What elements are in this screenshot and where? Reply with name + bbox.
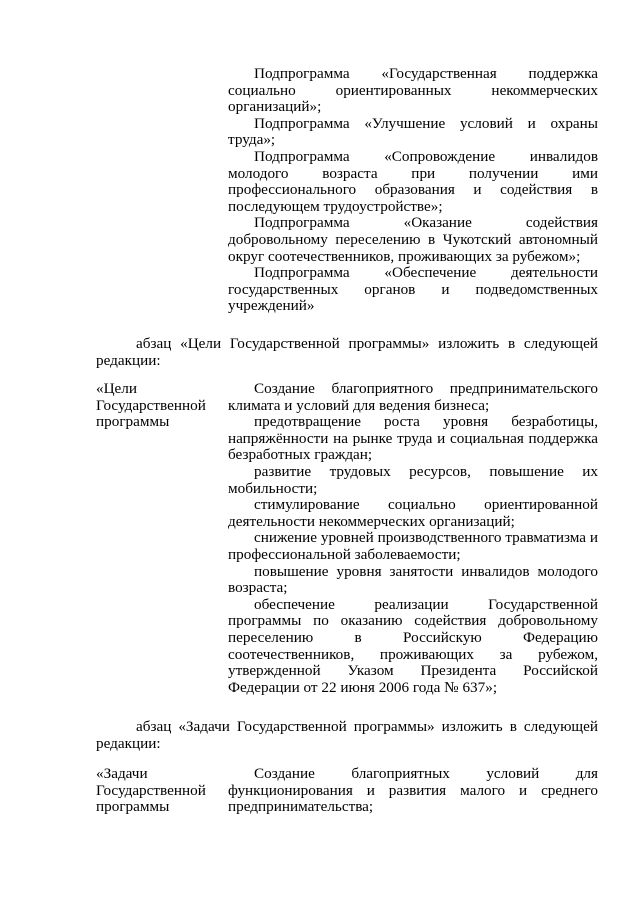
paragraph-goals-text: абзац «Цели Государственной программы» изложить в следующей редакции: (96, 335, 598, 369)
goal-item: предотвращение роста уровня безработицы, напряжённости на рынке труда и социальная поддержка безработных граждан; (228, 413, 598, 464)
subprogram-item: Подпрограмма «Улучшение условий и охраны труда»; (228, 114, 598, 149)
goals-list (228, 381, 598, 696)
goal-item: развитие трудовых ресурсов, повышение их мобильности; (228, 462, 598, 497)
subprogram-list (228, 66, 598, 315)
goal-item: снижение уровней производственного травматизма и профессиональной заболеваемости; (228, 529, 598, 563)
goal-item: обеспечение реализации Государственной программы по оказанию содействия добровольному переселению в Российскую Федерацию соотечественников, проживающих за рубежом, утвержденной Указом Президента Российской Федерации от 22 июня 2006 года № 637»; (228, 595, 598, 696)
goal-item: повышение уровня занятости инвалидов молодого возраста; (228, 562, 598, 597)
task-item: Создание благоприятных условий для функционирования и развития малого и среднего предпринимательства; (228, 765, 598, 816)
paragraph-tasks-text: абзац «Задачи Государственной программы» изложить в следующей редакции: (96, 718, 598, 752)
paragraph-goals (96, 336, 598, 369)
goal-item: стимулирование социально ориентированной деятельности некоммерческих организаций; (228, 496, 598, 530)
tasks-list (228, 766, 598, 816)
subprogram-item: Подпрограмма «Государственная поддержка социально ориентированных некоммерческих организаций»; (228, 65, 598, 116)
goal-item: Создание благоприятного предпринимательского климата и условий для ведения бизнеса; (228, 380, 598, 414)
tasks-label-text: «Задачи Государственной программы (96, 765, 206, 816)
tasks-label (96, 766, 224, 816)
subprogram-item: Подпрограмма «Обеспечение деятельности государственных органов и подведомственных учреждений» (228, 264, 598, 315)
goals-label (96, 381, 224, 431)
subprogram-item: Подпрограмма «Оказание содействия добровольному переселению в Чукотский автономный округ соотечественников, проживающих за рубежом»; (228, 214, 598, 265)
goals-label-text: «Цели Государственной программы (96, 380, 206, 431)
subprogram-item: Подпрограмма «Сопровождение инвалидов молодого возраста при получении ими профессионального образования и содействия в последующем трудоустройстве»; (228, 147, 598, 215)
paragraph-tasks (96, 719, 598, 752)
